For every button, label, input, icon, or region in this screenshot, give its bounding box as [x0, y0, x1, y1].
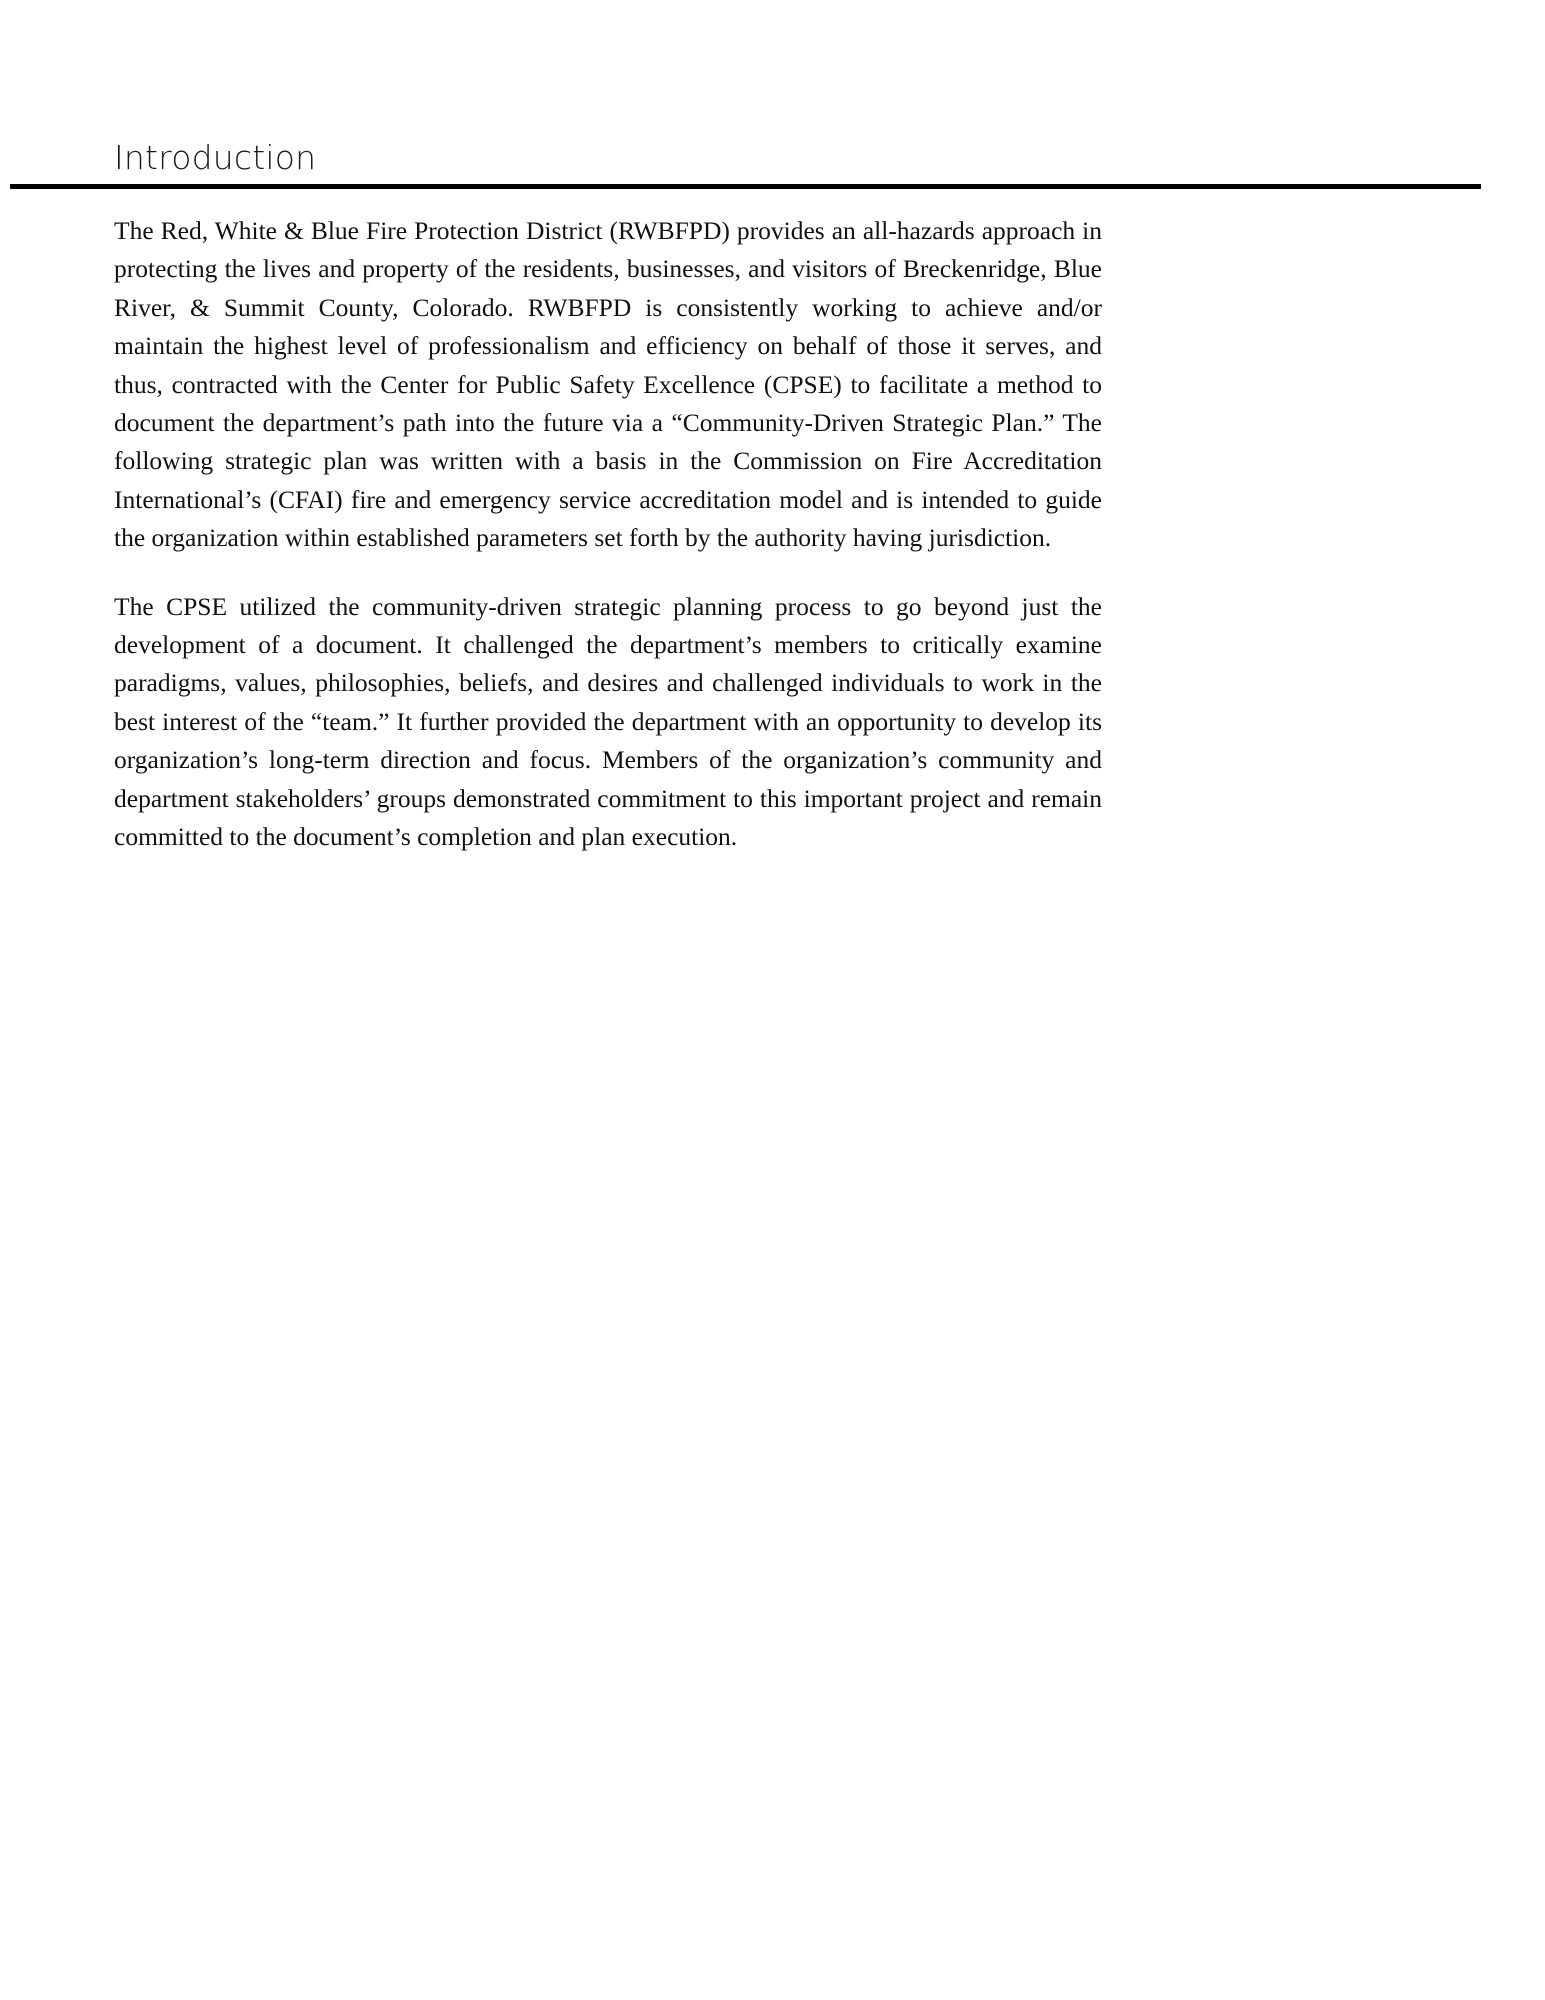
title-divider-rule — [10, 184, 1481, 189]
paragraph-cpse-process: The CPSE utilized the community-driven strategic planning process to go beyond just the development of a document. It challenged the department’s members to critically examine paradigms, values, philosophies, beliefs, and desires and challenged individuals to work in the best interest of the “team.” It further provided the department with an opportunity to develop its organization’s long-term direction and focus. Members of the organization’s community and department stakeholders’ groups demonstrated commitment to this important project and remain committed to the document’s completion and plan execution. — [114, 591, 1102, 852]
page-title: Introduction — [114, 138, 317, 177]
paragraph-intro-overview: The Red, White & Blue Fire Protection District (RWBFPD) provides an all-hazards approach in protecting the lives and property of the residents, businesses, and visitors of Breckenridge, Blue River, & Summit County, Colorado. RWBFPD is consistently working to achieve and/or maintain the highest level of professionalism and efficiency on behalf of those it serves, and thus, contracted with the Center for Public Safety Excellence (CPSE) to facilitate a method to document the department’s path into the future via a “Community-Driven Strategic Plan.” The following strategic plan was written with a basis in the Commission on Fire Accreditation International’s (CFAI) fire and emergency service accreditation model and is intended to guide the organization within established parameters set forth by the authority having jurisdiction. — [114, 216, 1102, 553]
section-header — [0, 138, 1545, 189]
body-text-container — [114, 212, 1102, 857]
